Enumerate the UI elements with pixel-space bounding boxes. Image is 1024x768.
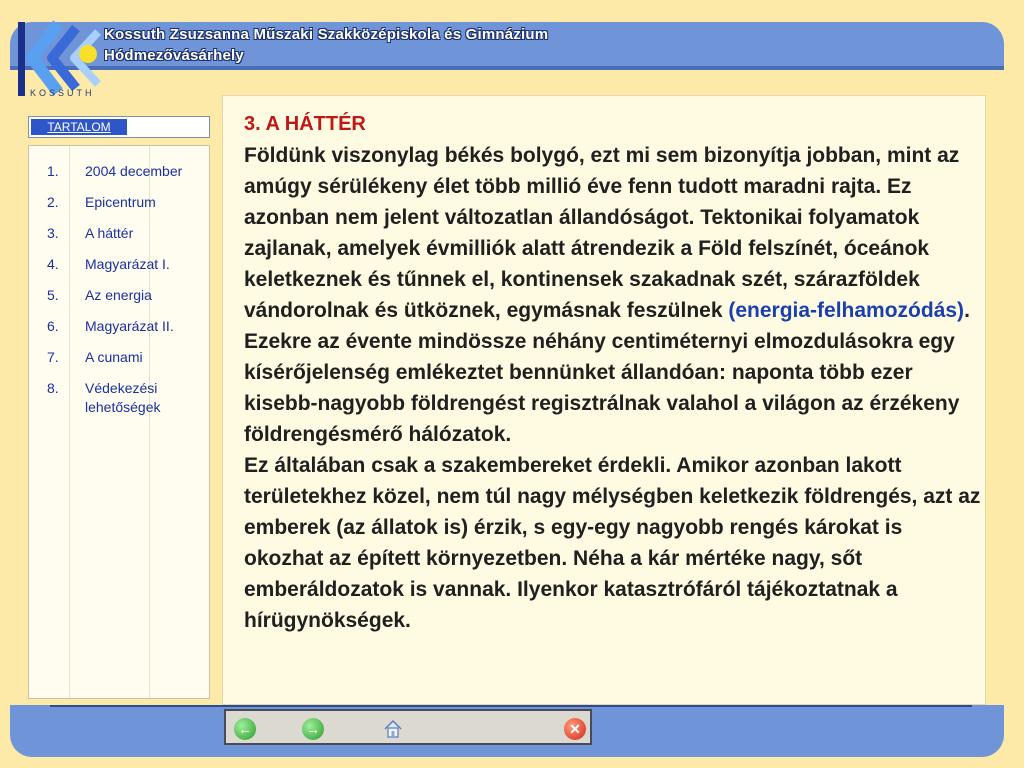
toc-item-number: 1. (47, 163, 59, 179)
navigation-bar (224, 709, 592, 745)
logo-caption: KOSSUTH (30, 88, 95, 98)
toc-item-epicentrum[interactable] (29, 193, 209, 212)
paragraph-1 (244, 140, 984, 450)
toc-item-number: 7. (47, 349, 59, 365)
toc-title-link[interactable]: TARTALOM (31, 119, 127, 135)
home-icon (382, 718, 404, 740)
toc-item-label[interactable]: A háttér (85, 225, 134, 241)
toc-item-label[interactable]: Védekezési lehetőségek (85, 380, 161, 415)
footer-divider (50, 705, 972, 707)
paragraph-1-text: Földünk viszonylag békés bolygó, ezt mi sem bizonyítja jobban, mint az amúgy sérülékeny élet több millió éve fenn tudott maradni rajta. Ez azonban nem jelent változatlan állandóságot. Tektonikai folyamatok zajlanak, amelyek évmilliók alatt átrendezik a Föld felszínét, óceánok keletkeznek és tűnnek el, kontinensek szakadnak szét, szárazföldek vándorolnak és ütköznek, egymásnak feszülnek (244, 144, 960, 322)
forward-button[interactable] (302, 718, 324, 740)
toc-item-number: 6. (47, 318, 59, 334)
toc-item-vedekezesi-lehetosegek[interactable] (29, 379, 209, 417)
toc-item-label[interactable]: Epicentrum (85, 194, 156, 210)
toc-item-magyarazat-2[interactable] (29, 317, 209, 336)
toc-item-2004-december[interactable] (29, 162, 209, 181)
toc-item-a-hatter[interactable] (29, 224, 209, 243)
toc-item-az-energia[interactable] (29, 286, 209, 305)
toc-item-number: 5. (47, 287, 59, 303)
paragraph-1-text-end: . Ezekre az évente mindössze néhány centiméternyi elmozdulásokra egy kísérőjelenség emlékeztet bennünket állandóan: naponta több ezer kisebb-nagyobb földrengést regisztrálnak valahol a világon az érzékeny földrengésmérő hálózatok. (244, 299, 970, 446)
toc-item-label[interactable]: Magyarázat I. (85, 256, 170, 272)
paragraph-2: Ez általában csak a szakembereket érdekli. Amikor azonban lakott területekhez közel, nem túl nagy mélységben keletkezik földrengés, azt az emberek (az állatok is) érzik, s egy-egy nagyobb rengés károkat is okozhat az épített környezetben. Néha a kár mértéke nagy, sőt emberáldozatok is vannak. Ilyenkor katasztrófáról tájékoztatnak a hírügynökségek. (244, 454, 981, 632)
toc-item-label[interactable]: Magyarázat II. (85, 318, 174, 334)
close-icon: ✕ (569, 720, 581, 737)
close-button[interactable] (564, 718, 586, 740)
toc-item-label[interactable]: Az energia (85, 287, 152, 303)
energy-accumulation-term: (energia-felhamozódás) (728, 299, 965, 322)
toc-item-number: 8. (47, 380, 59, 396)
toc-item-label[interactable]: 2004 december (85, 163, 183, 179)
header-divider (10, 66, 1004, 70)
toc-list (29, 162, 209, 429)
school-city: Hódmezővásárhely (104, 47, 244, 64)
arrow-left-icon: ← (238, 721, 252, 737)
school-name: Kossuth Zsuzsanna Műszaki Szakközépiskola és Gimnázium (104, 26, 549, 43)
toc-item-label[interactable]: A cunami (85, 349, 143, 365)
back-button[interactable] (234, 718, 256, 740)
toc-item-number: 4. (47, 256, 59, 272)
page-title: 3. A HÁTTÉR (244, 113, 366, 135)
school-title (104, 24, 548, 66)
toc-item-a-cunami[interactable] (29, 348, 209, 367)
toc-panel (28, 145, 210, 699)
article-body (244, 140, 984, 636)
arrow-right-icon: → (306, 721, 320, 737)
toc-item-number: 2. (47, 194, 59, 210)
toc-item-magyarazat-1[interactable] (29, 255, 209, 274)
toc-item-number: 3. (47, 225, 59, 241)
toc-header (28, 116, 210, 138)
home-button[interactable] (382, 718, 404, 740)
